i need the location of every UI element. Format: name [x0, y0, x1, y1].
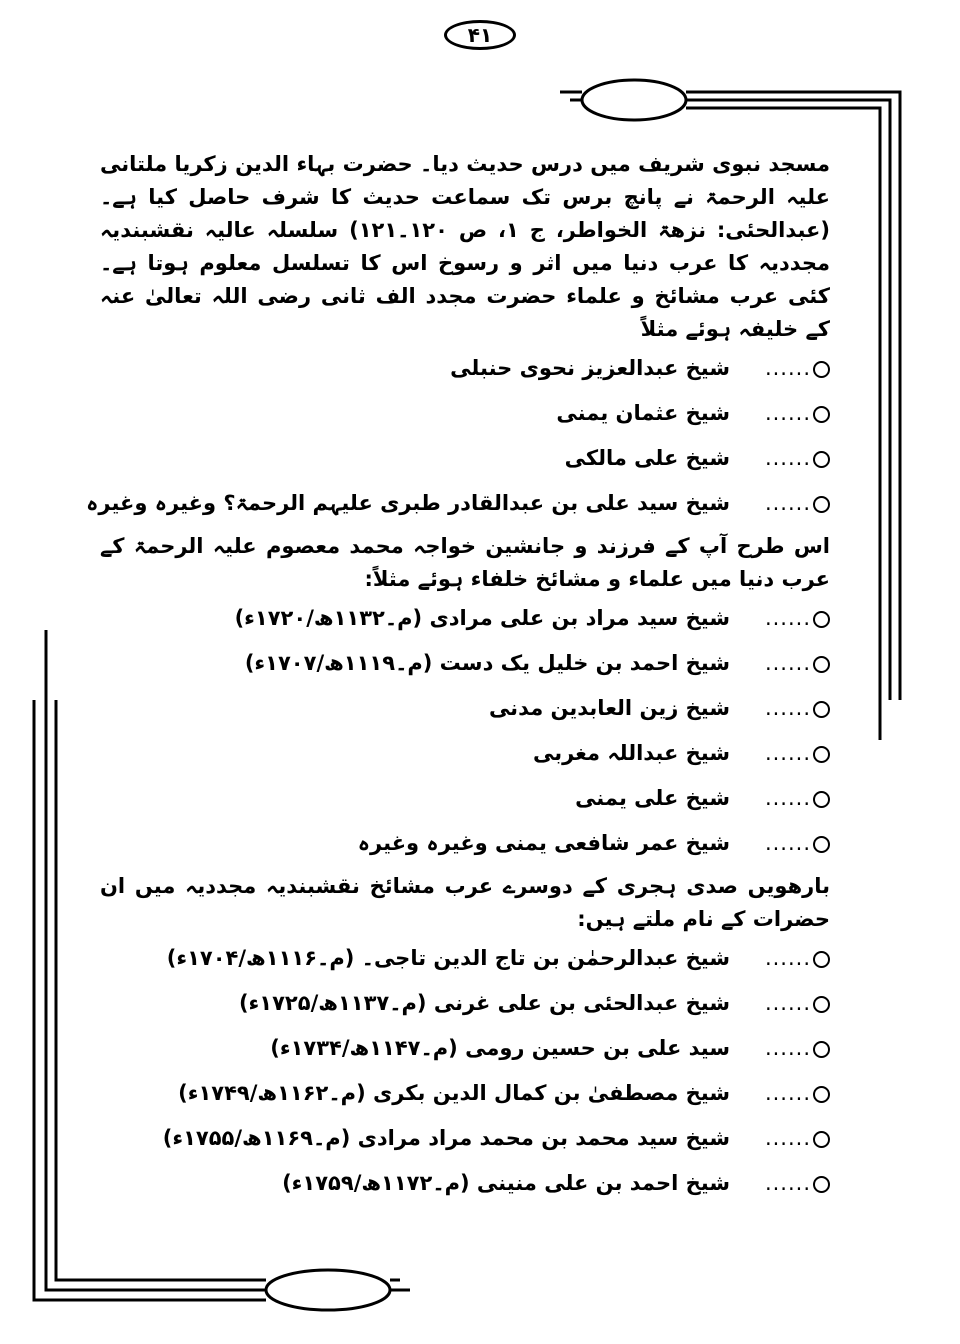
list-marker	[740, 346, 830, 391]
list-marker	[740, 641, 830, 686]
marker-dots: ......	[764, 1036, 811, 1060]
bottom-ornament-oval	[266, 1270, 390, 1310]
list-item: ...... شیخ عبداللہ مغربی	[100, 731, 830, 776]
page-number: ۴۱	[444, 20, 516, 50]
circle-bullet-icon	[813, 496, 830, 513]
marker-dots: ......	[764, 446, 811, 470]
list-marker	[740, 481, 830, 526]
list-marker	[740, 1026, 830, 1071]
list-1	[86, 346, 830, 526]
list-marker	[740, 776, 830, 821]
circle-bullet-icon	[813, 746, 830, 763]
circle-bullet-icon	[813, 1131, 830, 1148]
circle-bullet-icon	[813, 791, 830, 808]
marker-dots: ......	[764, 741, 811, 765]
list-marker	[740, 596, 830, 641]
circle-bullet-icon	[813, 1041, 830, 1058]
list-marker	[740, 1116, 830, 1161]
list-item: ...... شیخ علی مالکی	[100, 436, 830, 481]
intro-paragraph: مسجد نبوی شریف میں درس حدیث دیا۔ حضرت بہاء الدین زکریا ملتانی علیہ الرحمۃ نے پانچ برس تک سماعت حدیث کا شرف حاصل کیا ہے۔ (عبدالحئی: نزھۃ الخواطر، ج ۱، ص ۱۲۰۔۱۲۱) سلسلہ عالیہ نقشبندیہ مجددیہ کا عرب دنیا میں اثر و رسوخ اس کا تسلسل معلوم ہوتا ہے۔ کئی عرب مشائخ و علماء حضرت مجدد الف ثانی رضی اللہ تعالیٰ عنہ کے خلیفہ ہوئے مثلاً	[100, 152, 830, 341]
circle-bullet-icon	[813, 996, 830, 1013]
list-marker	[740, 1071, 830, 1116]
list-3	[100, 936, 830, 1206]
list-marker	[740, 981, 830, 1026]
list-marker	[740, 936, 830, 981]
list-item: ...... شیخ سید علی بن عبدالقادر طبری علیہم الرحمۃ؟ وغیرہ وغیرہ	[100, 481, 830, 526]
marker-dots: ......	[764, 946, 811, 970]
list-2	[100, 596, 830, 866]
circle-bullet-icon	[813, 406, 830, 423]
paragraph-2: اس طرح آپ کے فرزند و جانشین خواجہ محمد معصوم علیہ الرحمۃ کے عرب دنیا میں علماء و مشائخ خلفاء ہوئے مثلاً:	[100, 534, 830, 591]
circle-bullet-icon	[813, 611, 830, 628]
marker-dots: ......	[764, 1126, 811, 1150]
list-item: ...... شیخ احمد بن خلیل یک دست (م۔۱۱۱۹ھ/۱۷۰۷ء)	[100, 641, 830, 686]
list-marker	[740, 821, 830, 866]
circle-bullet-icon	[813, 656, 830, 673]
circle-bullet-icon	[813, 1176, 830, 1193]
list-marker	[740, 731, 830, 776]
list-item: ...... شیخ علی یمنی	[100, 776, 830, 821]
marker-dots: ......	[764, 491, 811, 515]
list-item: ...... شیخ عبدالرحمٰن بن تاج الدین تاجی۔ (م۔۱۱۱۶ھ/۱۷۰۴ء)	[100, 936, 830, 981]
list-item: ...... شیخ مصطفیٰ بن کمال الدین بکری (م۔۱۱۶۲ھ/۱۷۴۹ء)	[100, 1071, 830, 1116]
list-marker	[740, 686, 830, 731]
marker-dots: ......	[764, 991, 811, 1015]
marker-dots: ......	[764, 356, 811, 380]
list-item: ...... شیخ عثمان یمنی	[100, 391, 830, 436]
list-marker	[740, 1161, 830, 1206]
list-item: ...... شیخ احمد بن علی منینی (م۔۱۱۷۲ھ/۱۷۵۹ء)	[100, 1161, 830, 1206]
marker-dots: ......	[764, 786, 811, 810]
marker-dots: ......	[764, 831, 811, 855]
marker-dots: ......	[764, 696, 811, 720]
marker-dots: ......	[764, 401, 811, 425]
list-item: ...... سید علی بن حسین رومی (م۔۱۱۴۷ھ/۱۷۳۴ء)	[100, 1026, 830, 1071]
list-marker	[740, 391, 830, 436]
page-body	[86, 148, 830, 1206]
circle-bullet-icon	[813, 951, 830, 968]
list-item: ...... شیخ عبدالعزیز نحوی حنبلی	[100, 346, 830, 391]
circle-bullet-icon	[813, 451, 830, 468]
marker-dots: ......	[764, 1171, 811, 1195]
marker-dots: ......	[764, 651, 811, 675]
list-item: ...... شیخ عبدالحئی بن علی غرنی (م۔۱۱۳۷ھ/۱۷۲۵ء)	[100, 981, 830, 1026]
marker-dots: ......	[764, 1081, 811, 1105]
paragraph-3: بارھویں صدی ہجری کے دوسرے عرب مشائخ نقشبندیہ مجددیہ میں ان حضرات کے نام ملتے ہیں:	[100, 874, 830, 931]
circle-bullet-icon	[813, 1086, 830, 1103]
list-item: ...... شیخ زین العابدین مدنی	[100, 686, 830, 731]
circle-bullet-icon	[813, 361, 830, 378]
top-ornament-oval	[582, 80, 686, 120]
circle-bullet-icon	[813, 836, 830, 853]
list-item: ...... شیخ عمر شافعی یمنی وغیرہ وغیرہ	[100, 821, 830, 866]
circle-bullet-icon	[813, 701, 830, 718]
list-marker	[740, 436, 830, 481]
list-item: ...... شیخ سید مراد بن علی مرادی (م۔۱۱۳۲ھ/۱۷۲۰ء)	[100, 596, 830, 641]
list-item: ...... شیخ سید محمد بن محمد مراد مرادی (م۔۱۱۶۹ھ/۱۷۵۵ء)	[100, 1116, 830, 1161]
marker-dots: ......	[764, 606, 811, 630]
